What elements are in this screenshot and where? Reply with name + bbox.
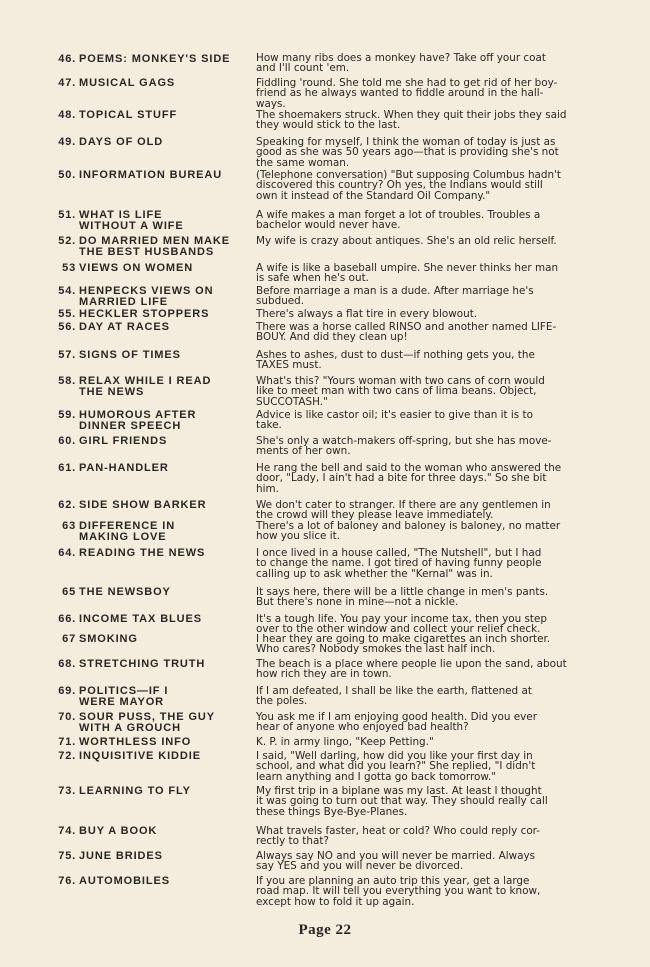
entry-joke-text: The beach is a place where people lie upon the sand, about how rich they are in town.	[256, 658, 567, 681]
entry-joke-text: Advice is like castor oil; it's easier to give than it is to take.	[256, 409, 533, 432]
entry-title: WORTHLESS INFO	[79, 736, 192, 748]
entry-joke-text: Ashes to ashes, dust to dust—if nothing gets you, the TAXES must.	[256, 349, 535, 372]
entry-title: BUY A BOOK	[79, 825, 158, 837]
entry-joke-text: How many ribs does a monkey have? Take off your coat and I'll count 'em.	[256, 52, 546, 75]
entry-number: 73.	[58, 785, 76, 797]
entry-number: 49.	[58, 136, 76, 148]
entry-number: 67	[62, 633, 76, 645]
entry-title: AUTOMOBILES	[79, 875, 170, 887]
entry-joke-text: Speaking for myself, I think the woman of today is just as good as she was 50 years ago—that is providing she's not the same woman.	[256, 136, 559, 169]
entry-joke-text: I hear they are going to make cigarettes an inch shorter. Who cares? Nobody smokes the last half inch.	[256, 633, 551, 656]
entry-number: 65	[62, 586, 76, 598]
entry-joke-text: (Telephone conversation) "But supposing Columbus hadn't discovered this country? Oh yes, the Indians would still own it instead of the Standard Oil Company."	[256, 169, 562, 202]
entry-title: DAYS OF OLD	[79, 136, 164, 148]
entry-number: 59.	[58, 409, 76, 421]
entry-number: 61.	[58, 462, 76, 474]
entry-number: 76.	[58, 875, 76, 887]
entry-number: 68.	[58, 658, 76, 670]
entry-number: 53	[62, 262, 76, 274]
entry-joke-text: We don't cater to stranger. If there are any gentlemen in the crowd will they please leave immediately.	[256, 499, 551, 522]
entry-number: 69.	[58, 685, 76, 697]
page-number: Page 22	[298, 922, 352, 938]
entry-joke-text: What travels faster, heat or cold? Who could reply cor- rectly to that?	[256, 825, 541, 848]
entry-number: 74.	[58, 825, 76, 837]
entry-title: INQUISITIVE KIDDIE	[79, 750, 201, 762]
entry-joke-text: There's always a flat tire in every blowout.	[256, 308, 478, 320]
entry-number: 54.	[58, 285, 76, 297]
entry-joke-text: It's a tough life. You pay your income tax, then you step over to the other window and collect your relief check.	[256, 613, 547, 636]
entry-title: GIRL FRIENDS	[79, 435, 168, 447]
entry-joke-text: Always say NO and you will never be married. Always say YES and you will never be divorced.	[256, 850, 536, 873]
entry-number: 58.	[58, 375, 76, 387]
entry-joke-text: What's this? "Yours woman with two cans of corn would like to meet man with two cans of lima beans. Object, SUCCOTASH."	[256, 375, 545, 408]
entry-joke-text: A wife makes a man forget a lot of troubles. Troubles a bachelor would never have.	[256, 209, 541, 232]
entry-joke-text: If I am defeated, I shall be like the earth, flattened at the poles.	[256, 685, 532, 708]
entry-joke-text: If you are planning an auto trip this year, get a large road map. It will tell you everything you want to know, except how to fold it up again.	[256, 875, 541, 908]
entry-joke-text: He rang the bell and said to the woman who answered the door, "Lady, I ain't had a bite for three days." So she bit him.	[256, 462, 562, 495]
entry-title: STRETCHING TRUTH	[79, 658, 206, 670]
entry-title: RELAX WHILE I READ THE NEWS	[79, 375, 212, 398]
entry-title: TOPICAL STUFF	[79, 109, 178, 121]
entry-number: 64.	[58, 547, 76, 559]
entry-title: SMOKING	[79, 633, 138, 645]
entry-joke-text: A wife is like a baseball umpire. She never thinks her man is safe when he's out.	[256, 262, 559, 285]
entry-number: 62.	[58, 499, 76, 511]
entry-number: 57.	[58, 349, 76, 361]
entry-number: 71.	[58, 736, 76, 748]
entry-number: 56.	[58, 321, 76, 333]
entry-number: 47.	[58, 77, 76, 89]
entry-number: 75.	[58, 850, 76, 862]
entry-number: 60.	[58, 435, 76, 447]
entry-joke-text: You ask me if I am enjoying good health. Did you ever hear of anyone who enjoyed bad health?	[256, 711, 537, 734]
entry-number: 66.	[58, 613, 76, 625]
entry-title: HENPECKS VIEWS ON MARRIED LIFE	[79, 285, 214, 308]
entry-title: HUMOROUS AFTER DINNER SPEECH	[79, 409, 197, 432]
entry-title: VIEWS ON WOMEN	[79, 262, 194, 274]
entry-number: 52.	[58, 235, 76, 247]
entry-title: LEARNING TO FLY	[79, 785, 191, 797]
entry-joke-text: It says here, there will be a little change in men's pants. But there's none in mine—not a nickle.	[256, 586, 549, 609]
entry-joke-text: K. P. in army lingo, "Keep Petting."	[256, 736, 434, 748]
entry-title: DIFFERENCE IN MAKING LOVE	[79, 520, 176, 543]
entry-title: DO MARRIED MEN MAKE THE BEST HUSBANDS	[79, 235, 230, 258]
entry-joke-text: She's only a watch-makers off-spring, but she has move- ments of her own.	[256, 435, 552, 458]
entry-title: MUSICAL GAGS	[79, 77, 176, 89]
entry-title: POLITICS—IF I WERE MAYOR	[79, 685, 169, 708]
entry-joke-text: I once lived in a house called, "The Nutshell", but I had to change the name. I got tired of having funny people calling up to ask whether the "Kernal" was in.	[256, 547, 542, 580]
entry-number: 46.	[58, 53, 76, 65]
entry-joke-text: There's a lot of baloney and baloney is baloney, no matter how you slice it.	[256, 520, 561, 543]
entry-title: READING THE NEWS	[79, 547, 206, 559]
entry-joke-text: Fiddling 'round. She told me she had to get rid of her boy- friend as he always wanted to fiddle around in the hall- ways.	[256, 77, 558, 110]
entry-title: POEMS: MONKEY'S SIDE	[79, 53, 231, 65]
entry-number: 70.	[58, 711, 76, 723]
entry-joke-text: My wife is crazy about antiques. She's an old relic herself.	[256, 235, 557, 247]
entry-joke-text: There was a horse called RINSO and another named LIFE- BOUY. And did they clean up!	[256, 321, 557, 344]
entry-title: PAN-HANDLER	[79, 462, 169, 474]
entry-title: SIDE SHOW BARKER	[79, 499, 207, 511]
entry-title: HECKLER STOPPERS	[79, 308, 210, 320]
entry-number: 51.	[58, 209, 76, 221]
entry-title: INCOME TAX BLUES	[79, 613, 202, 625]
entry-title: THE NEWSBOY	[79, 586, 171, 598]
entry-title: JUNE BRIDES	[79, 850, 163, 862]
entry-title: SIGNS OF TIMES	[79, 349, 181, 361]
entry-title: INFORMATION BUREAU	[79, 169, 223, 181]
entry-joke-text: My first trip in a biplane was my last. At least I thought it was going to turn out that way. They should really call these things Bye-Bye-Planes.	[256, 785, 548, 818]
entry-number: 48.	[58, 109, 76, 121]
entry-number: 50.	[58, 169, 76, 181]
entry-joke-text: The shoemakers struck. When they quit their jobs they said they would stick to the last.	[256, 109, 567, 132]
entry-number: 63	[62, 520, 76, 532]
entry-joke-text: I said, "Well darling, how did you like your first day in school, and what did you learn?" She replied, "I didn't learn anything and I gotta go back tomorrow."	[256, 750, 536, 783]
entry-number: 55.	[58, 308, 76, 320]
entry-title: WHAT IS LIFE WITHOUT A WIFE	[79, 209, 184, 232]
entry-title: SOUR PUSS, THE GUY WITH A GROUCH	[79, 711, 215, 734]
entry-title: DAY AT RACES	[79, 321, 170, 333]
entry-number: 72.	[58, 750, 76, 762]
entry-joke-text: Before marriage a man is a dude. After marriage he's subdued.	[256, 285, 534, 308]
